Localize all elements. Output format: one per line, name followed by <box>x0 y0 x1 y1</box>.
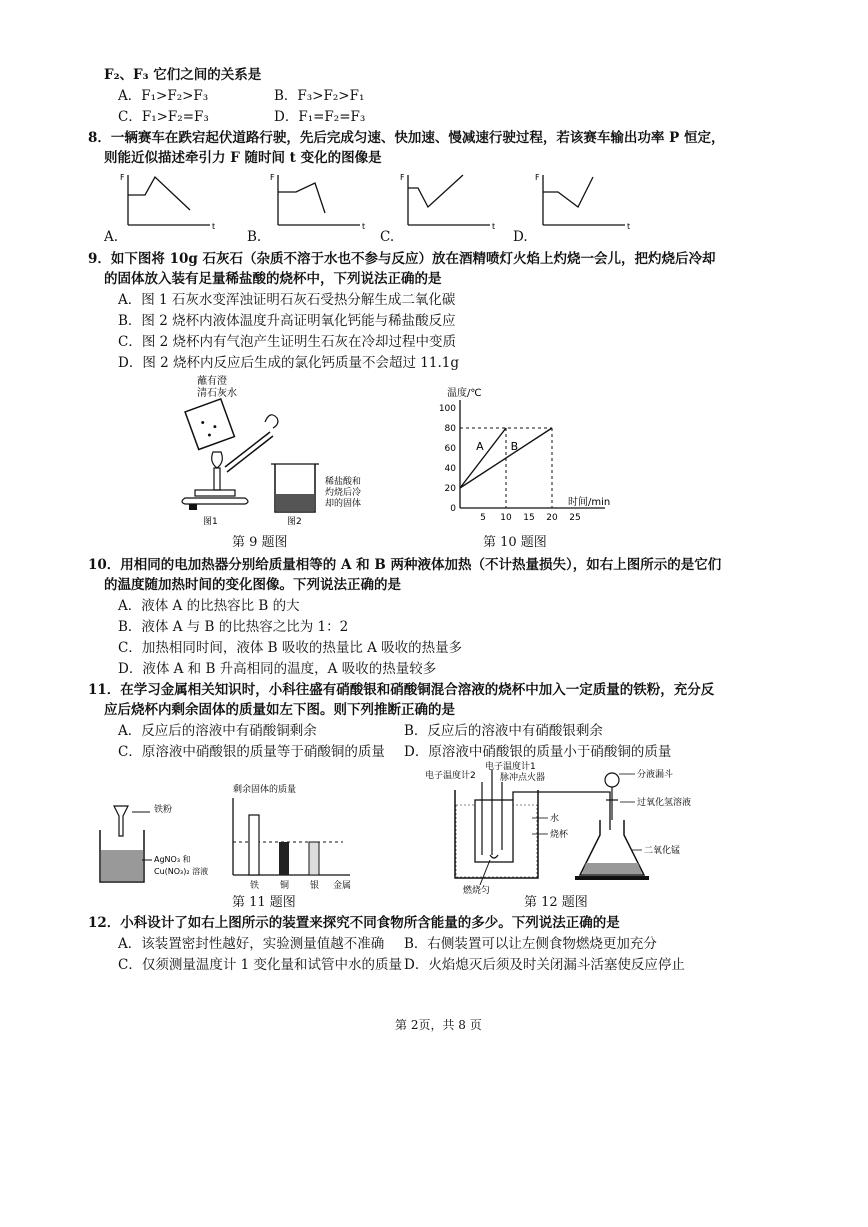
q11-option-a: A．反应后的溶液中有硝酸铜剩余 <box>118 723 317 739</box>
q10-caption: 第 10 题图 <box>483 535 547 550</box>
q11-cat-iron: 铁 <box>250 881 260 891</box>
q10-option-d: D．液体 A 和 B 升高相同的温度，A 吸收的热量较多 <box>118 661 437 677</box>
q8-stem-line1: 8．一辆赛车在跌宕起伏道路行驶，先后完成匀速、快加速、慢减速行驶过程，若该赛车输出功率 P 恒定， <box>88 130 725 146</box>
q9-option-b: B．图 2 烧杯内液体温度升高证明氧化钙能与稀盐酸反应 <box>118 313 456 329</box>
q10-series-a <box>460 428 506 488</box>
q9-stem-line2: 的固体放入装有足量稀盐酸的烧杯中，下列说法正确的是 <box>104 271 442 287</box>
q11-bar-iron <box>249 815 259 875</box>
q11-bar-silver <box>309 842 319 875</box>
inverted-beaker-icon <box>185 399 234 450</box>
q9-label-dilute-hcl: 稀盐酸和 <box>325 477 362 487</box>
q7-option-c: C．F₁>F₂=F₃ <box>118 109 209 125</box>
q12-stem: 12．小科设计了如右上图所示的装置来探究不同食物所含能量的多少。下列说法正确的是 <box>88 915 620 931</box>
q10-ylabel: 温度/℃ <box>447 388 482 399</box>
svg-text:F: F <box>535 173 540 182</box>
q11-bar-chart <box>225 780 395 900</box>
svg-text:t: t <box>212 222 216 231</box>
q8-stem-line2: 则能近似描述牵引力 F 随时间 t 变化的图像是 <box>104 150 382 166</box>
q9-option-c: C．图 2 烧杯内有气泡产生证明生石灰在冷却过程中变质 <box>118 334 457 350</box>
q10-ytick-label: 0 <box>450 504 456 514</box>
q8-option-a: A. <box>104 229 119 245</box>
q11-caption: 第 11 题图 <box>232 895 296 910</box>
q11-beaker-figure <box>92 800 222 890</box>
q9-label-clear-limewater-1: 蘸有澄 <box>197 376 227 387</box>
q11-label-solution-2: Cu(NO₃)₂ 溶液 <box>154 867 209 876</box>
svg-text:F: F <box>270 173 275 182</box>
beaker-icon <box>271 464 319 512</box>
q9-fig2-label: 图2 <box>287 517 302 527</box>
q12-option-a: A．该装置密封性越好，实验测量值越不准确 <box>118 936 385 952</box>
q11-option-b: B．反应后的溶液中有硝酸银剩余 <box>404 723 603 739</box>
q10-xtick-label: 20 <box>546 513 558 523</box>
funnel-icon <box>114 806 128 836</box>
q8-graph-b <box>270 173 365 231</box>
q9-option-d: D．图 2 烧杯内反应后生成的氯化钙质量不会超过 11.1g <box>118 355 459 371</box>
q11-stem-line2: 应后烧杯内剩余固体的质量如左下图。则下列推断正确的是 <box>104 702 455 718</box>
q10-option-c: C．加热相同时间，液体 B 吸收的热量比 A 吸收的热量多 <box>118 640 463 656</box>
q10-stem-line1: 10．用相同的电加热器分别给质量相等的 A 和 B 两种液体加热（不计热量损失），如右上图所示的是它们 <box>88 557 722 573</box>
inner-vessel-icon <box>475 800 513 862</box>
separatory-funnel-icon <box>605 773 619 820</box>
q11-cat-silver: 银 <box>310 881 320 891</box>
q11-bar-copper <box>279 842 289 875</box>
q10-option-b: B．液体 A 与 B 的比热容之比为 1：2 <box>118 619 349 635</box>
svg-text:F: F <box>120 173 125 182</box>
q11-label-iron-powder: 铁粉 <box>154 805 173 815</box>
q7-option-b: B．F₃>F₂>F₁ <box>274 88 365 104</box>
q11-bar-axis-label: 金属 <box>333 881 352 891</box>
q10-chart <box>425 380 625 525</box>
q10-xlabel: 时间/min <box>568 497 611 508</box>
q8-option-b: B. <box>247 229 262 245</box>
q10-xtick-label: 5 <box>480 513 486 523</box>
q7-option-a: A．F₁>F₂>F₃ <box>118 88 209 104</box>
q12-label-thermometer2: 电子温度计2 <box>425 771 476 781</box>
q12-option-c: C．仅须测量温度计 1 变化量和试管中水的质量 <box>118 957 403 973</box>
q9-caption: 第 9 题图 <box>232 535 288 550</box>
q10-option-a: A．液体 A 的比热容比 B 的大 <box>118 598 300 614</box>
q9-label-clear-limewater-2: 清石灰水 <box>197 388 237 399</box>
q12-label-thermometer1: 电子温度计1 <box>485 762 536 772</box>
q8-graph-options <box>100 165 800 245</box>
q12-label-igniter: 脉冲点火器 <box>500 773 546 783</box>
q11-option-d: D．原溶液中硝酸银的质量小于硝酸铜的质量 <box>404 744 672 760</box>
q12-option-b: B．右侧装置可以让左侧食物燃烧更加充分 <box>404 936 657 952</box>
q10-series-a-label: A <box>476 440 484 453</box>
q12-caption: 第 12 题图 <box>524 895 588 910</box>
q12-label-spoon: 燃烧匀 <box>463 886 491 895</box>
q9-figure <box>165 372 405 532</box>
q8-graph-c <box>400 173 495 231</box>
q11-bar-title: 剩余固体的质量 <box>233 785 297 795</box>
q10-ytick-label: 100 <box>438 404 456 414</box>
q10-ytick-label: 80 <box>444 424 456 434</box>
svg-text:t: t <box>492 222 496 231</box>
q10-ytick-label: 20 <box>444 484 456 494</box>
q9-label-cooled-solid-2: 却的固体 <box>325 499 362 509</box>
q11-label-solution-1: AgNO₃ 和 <box>154 855 191 864</box>
q7-option-d: D．F₁=F₂=F₃ <box>274 109 366 125</box>
q9-stem-line1: 9．如下图将 10g 石灰石（杂质不溶于水也不参与反应）放在酒精喷灯火焰上灼烧一会儿，把灼烧后冷却 <box>88 251 716 267</box>
q9-label-cooled-solid-1: 灼烧后冷 <box>325 488 362 498</box>
q9-option-a: A．图 1 石灰水变浑浊证明石灰石受热分解生成二氧化碳 <box>118 292 456 308</box>
q10-ytick-label: 60 <box>444 444 456 454</box>
q11-option-c: C．原溶液中硝酸银的质量等于硝酸铜的质量 <box>118 744 385 760</box>
q10-stem-line2: 的温度随加热时间的变化图像。下列说法正确的是 <box>104 577 401 593</box>
svg-text:t: t <box>362 222 366 231</box>
q7-tail: F₂、F₃ 它们之间的关系是 <box>104 67 262 83</box>
q8-option-c: C. <box>380 229 395 245</box>
q11-cat-copper: 铜 <box>280 881 290 891</box>
q12-apparatus-figure <box>420 760 730 895</box>
q8-option-d: D. <box>513 229 528 245</box>
page-footer: 第 2页，共 8 页 <box>395 1018 482 1032</box>
q9-fig1-label: 图1 <box>203 517 218 527</box>
q10-ytick-label: 40 <box>444 464 456 474</box>
q12-label-mno2: 二氧化锰 <box>644 846 681 856</box>
q12-label-beaker: 烧杯 <box>550 830 569 840</box>
q10-xtick-label: 15 <box>523 513 535 523</box>
q12-label-funnel: 分液漏斗 <box>637 770 674 780</box>
q10-xtick-label: 25 <box>569 513 581 523</box>
svg-text:F: F <box>400 173 405 182</box>
alcohol-blast-lamp-icon <box>182 452 248 510</box>
q8-graph-d <box>535 173 630 231</box>
q8-graph-a <box>120 173 215 231</box>
q10-series-b-label: B <box>510 440 519 453</box>
q12-label-water: 水 <box>550 814 560 824</box>
q10-xtick-label: 10 <box>500 513 512 523</box>
svg-text:t: t <box>627 222 631 231</box>
q11-stem-line1: 11．在学习金属相关知识时，小科往盛有硝酸银和硝酸铜混合溶液的烧杯中加入一定质量的铁粉，充分反 <box>88 682 715 698</box>
q12-label-h2o2: 过氧化氢溶液 <box>637 798 692 808</box>
q12-option-d: D．火焰熄灭后须及时关闭漏斗活塞使反应停止 <box>404 957 685 973</box>
